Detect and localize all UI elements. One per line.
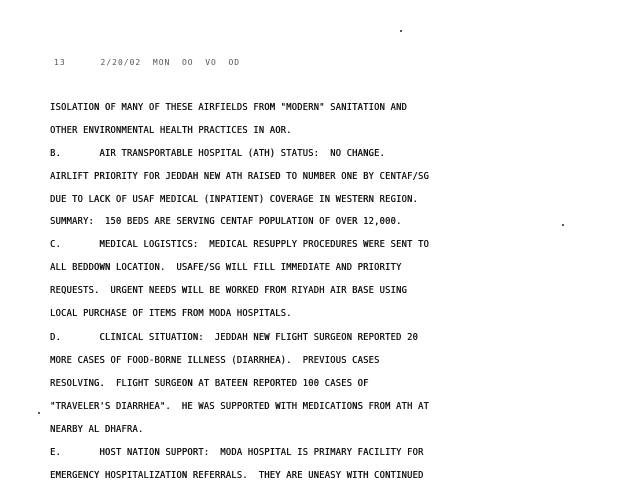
scan-speck — [400, 30, 402, 32]
scan-speck — [562, 224, 564, 226]
text-line: D. CLINICAL SITUATION: JEDDAH NEW FLIGHT SURGEON REPORTED 20 — [50, 332, 418, 343]
text-line: E. HOST NATION SUPPORT: MODA HOSPITAL IS PRIMARY FACILITY FOR — [50, 447, 424, 458]
text-line: DUE TO LACK OF USAF MEDICAL (INPATIENT) COVERAGE IN WESTERN REGION. — [50, 194, 418, 205]
text-line: OTHER ENVIRONMENTAL HEALTH PRACTICES IN AOR. — [50, 125, 292, 136]
text-line: MORE CASES OF FOOD-BORNE ILLNESS (DIARRHEA). PREVIOUS CASES — [50, 355, 380, 366]
text-line: EMERGENCY HOSPITALIZATION REFERRALS. THEY ARE UNEASY WITH CONTINUED — [50, 470, 424, 481]
text-line: LOCAL PURCHASE OF ITEMS FROM MODA HOSPITALS. — [50, 308, 292, 319]
text-line: SUMMARY: 150 BEDS ARE SERVING CENTAF POPULATION OF OVER 12,000. — [50, 216, 402, 227]
scan-speck — [38, 412, 40, 414]
text-line: AIRLIFT PRIORITY FOR JEDDAH NEW ATH RAISED TO NUMBER ONE BY CENTAF/SG — [50, 171, 429, 182]
text-line: ALL BEDDOWN LOCATION. USAFE/SG WILL FILL IMMEDIATE AND PRIORITY — [50, 262, 402, 273]
text-line: B. AIR TRANSPORTABLE HOSPITAL (ATH) STATUS: NO CHANGE. — [50, 148, 386, 159]
text-line: REQUESTS. URGENT NEEDS WILL BE WORKED FROM RIYADH AIR BASE USING — [50, 285, 407, 296]
text-line: C. MEDICAL LOGISTICS: MEDICAL RESUPPLY PROCEDURES WERE SENT TO — [50, 239, 429, 250]
text-line: "TRAVELER'S DIARRHEA". HE WAS SUPPORTED WITH MEDICATIONS FROM ATH AT — [50, 401, 429, 412]
page-header: 13 2/20/02 MON OO VO OD — [54, 58, 241, 67]
text-line: RESOLVING. FLIGHT SURGEON AT BATEEN REPORTED 100 CASES OF — [50, 378, 369, 389]
text-line: NEARBY AL DHAFRA. — [50, 424, 144, 435]
text-line: ISOLATION OF MANY OF THESE AIRFIELDS FROM "MODERN" SANITATION AND — [50, 102, 407, 113]
